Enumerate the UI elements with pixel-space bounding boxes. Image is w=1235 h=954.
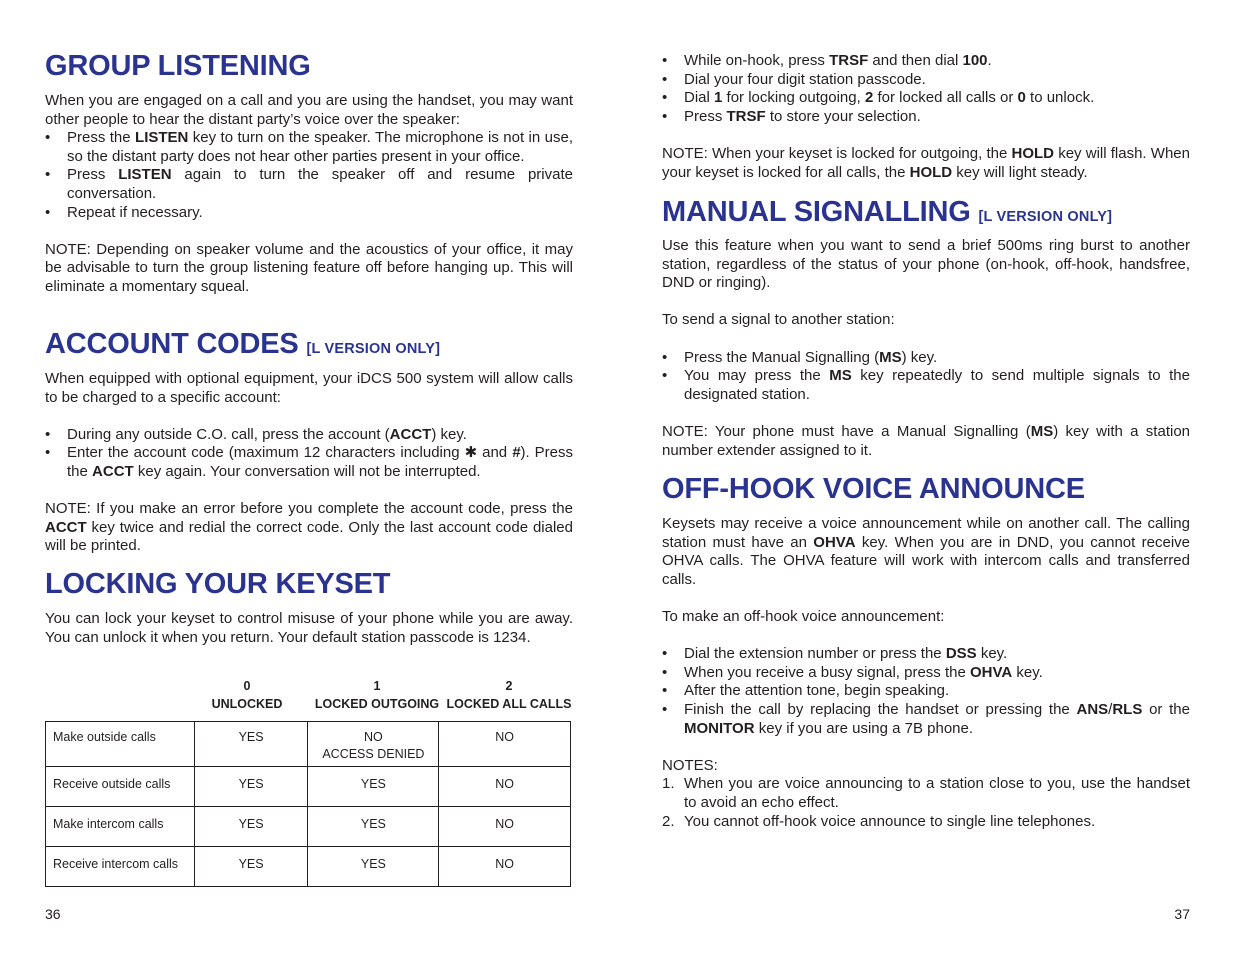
account-codes-intro: When equipped with optional equipment, your iDCS 500 system will allow calls to be charged to a specific account: (45, 370, 573, 406)
star-key-icon: ✱ (464, 444, 478, 462)
header-unlocked: 0 UNLOCKED (211, 679, 283, 711)
manual-signalling-heading: MANUAL SIGNALLING [L VERSION ONLY] (662, 196, 1113, 228)
locking-intro-block (45, 610, 573, 647)
table-row: Receive intercom calls YES YES NO (46, 847, 571, 887)
page-number-right: 37 (1174, 906, 1190, 922)
lock-steps-section (662, 52, 1190, 182)
ohva-section (662, 515, 1190, 831)
list-item: • Press the LISTEN key to turn on the speaker. The microphone is not in use, so the distant party does not hear other parties present in your office. (45, 129, 573, 166)
header-locked-all-calls: 2 LOCKED ALL CALLS (446, 679, 572, 711)
list-item: • Dial the extension number or press the DSS key. (662, 645, 1190, 664)
list-item: • Press LISTEN again to turn the speaker off and resume private conversation. (45, 166, 573, 203)
manual-list (662, 349, 1190, 405)
lock-table-header (45, 679, 573, 719)
manual-signalling-section (662, 237, 1190, 460)
group-listening-note: NOTE: Depending on speaker volume and the acoustics of your office, it may be advisable to turn the group listening feature off before hanging up. This will eliminate a momentary squeal. (45, 240, 573, 295)
lock-note: NOTE: When your keyset is locked for outgoing, the HOLD key will flash. When your keyset is locked for all calls, the HOLD key will light steady. (662, 144, 1190, 181)
account-codes-list (45, 426, 573, 482)
list-item: • After the attention tone, begin speaking. (662, 682, 1190, 701)
table-row: Make outside calls YES NO ACCESS DENIED NO (46, 722, 571, 767)
table-row: Receive outside calls YES YES NO (46, 767, 571, 807)
ohva-lead: To make an off-hook voice announcement: (662, 607, 945, 625)
list-item: • Dial your four digit station passcode. (662, 71, 1190, 90)
account-codes-heading: ACCOUNT CODES [L VERSION ONLY] (45, 328, 441, 360)
manual-lead: To send a signal to another station: (662, 311, 895, 329)
list-item: • Finish the call by replacing the handset or pressing the ANS/RLS or the MONITOR key if you are using a 7B phone. (662, 701, 1190, 738)
list-item: 2. You cannot off-hook voice announce to single line telephones. (662, 812, 1096, 830)
account-codes-section (45, 370, 573, 556)
ohva-list (662, 645, 1190, 738)
page-number-left: 36 (45, 906, 61, 922)
list-item: • Enter the account code (maximum 12 characters including ✱ and #). Press the ACCT key again. Your conversation will not be interrupted. (45, 444, 573, 481)
manual-note: NOTE: Your phone must have a Manual Signalling (MS) key with a station number extender assigned to it. (662, 422, 1190, 459)
group-listening-intro: When you are engaged on a call and you are using the handset, you may want other people to hear the distant party’s voice over the speaker: (45, 92, 573, 128)
lock-steps-list (662, 52, 1190, 126)
ohva-notes-label: NOTES: (662, 756, 718, 774)
lock-table (45, 721, 571, 887)
header-locked-outgoing: 1 LOCKED OUTGOING (314, 679, 440, 711)
group-listening-section (45, 92, 573, 297)
version-tag: [L VERSION ONLY] (978, 209, 1113, 225)
list-item: • While on-hook, press TRSF and then dial 100. (662, 52, 1190, 71)
list-item: • Dial 1 for locking outgoing, 2 for locked all calls or 0 to unlock. (662, 89, 1190, 108)
group-listening-list (45, 129, 573, 222)
list-item: 1. When you are voice announcing to a station close to you, use the handset to avoid an echo effect. (662, 775, 1190, 811)
version-tag: [L VERSION ONLY] (306, 341, 441, 357)
list-item: • When you receive a busy signal, press the OHVA key. (662, 664, 1190, 683)
locking-heading: LOCKING YOUR KEYSET (45, 568, 391, 600)
list-item: • You may press the MS key repeatedly to send multiple signals to the designated station. (662, 367, 1190, 404)
group-listening-heading: GROUP LISTENING (45, 50, 311, 82)
list-item: • Repeat if necessary. (45, 204, 573, 223)
account-codes-note: NOTE: If you make an error before you complete the account code, press the ACCT key twice and redial the correct code. Only the last account code dialed will be printed. (45, 500, 573, 555)
locking-intro: You can lock your keyset to control misuse of your phone while you are away. You can unlock it when you return. Your default station passcode is 1234. (45, 610, 573, 646)
ohva-notes-list (662, 775, 1190, 831)
list-item: • During any outside C.O. call, press the account (ACCT) key. (45, 426, 573, 445)
list-item: • Press TRSF to store your selection. (662, 108, 1190, 127)
list-item: • Press the Manual Signalling (MS) key. (662, 349, 1190, 368)
manual-intro: Use this feature when you want to send a brief 500ms ring burst to another station, regardless of the status of your phone (on-hook, off-hook, handsfree, DND or ringing). (662, 237, 1190, 292)
ohva-heading: OFF-HOOK VOICE ANNOUNCE (662, 473, 1085, 505)
table-row: Make intercom calls YES YES NO (46, 807, 571, 847)
hash-key-icon: # (512, 444, 521, 462)
ohva-intro: Keysets may receive a voice announcement while on another call. The calling station must have an OHVA key. When you are in DND, you cannot receive OHVA calls. The OHVA feature will work with intercom calls and transferred calls. (662, 515, 1190, 588)
